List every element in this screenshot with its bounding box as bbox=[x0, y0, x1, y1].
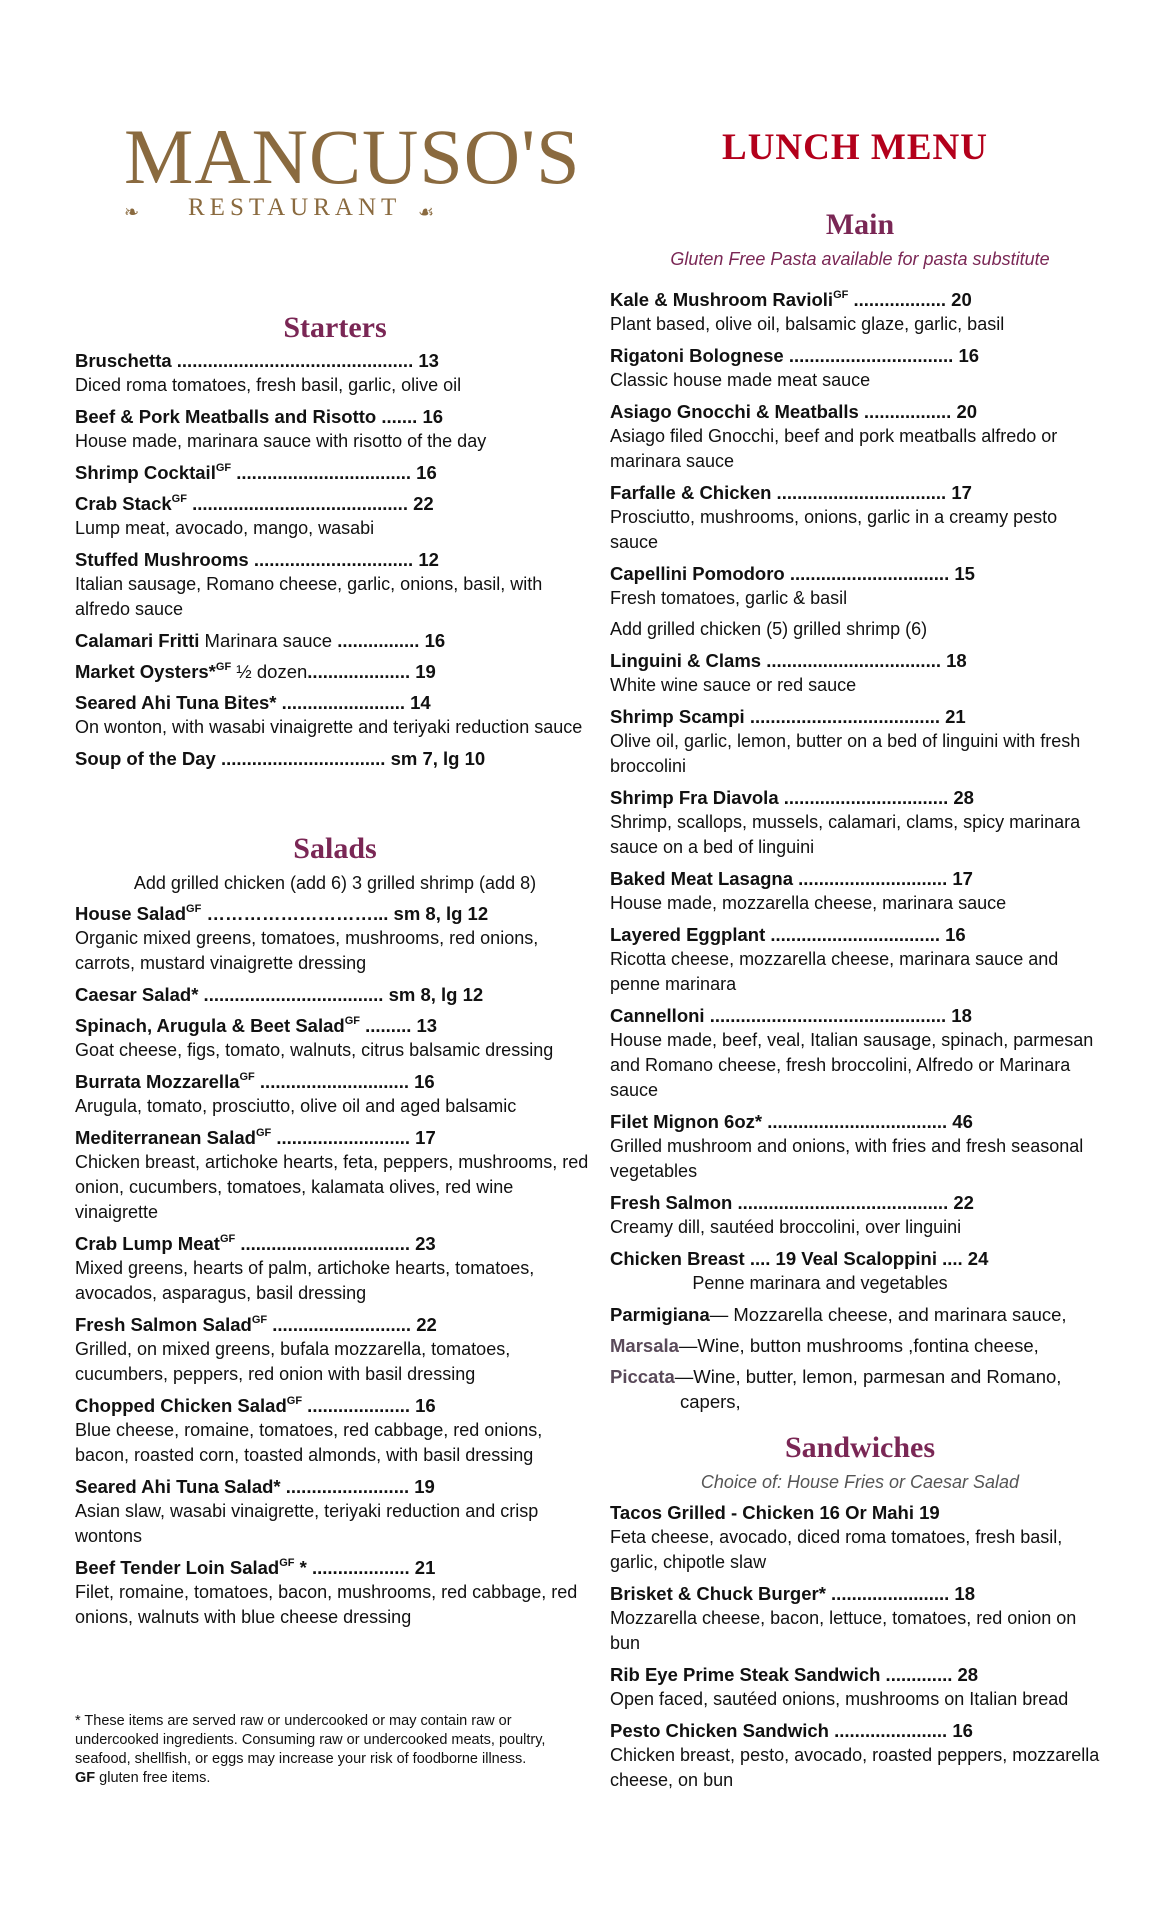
menu-item-name-line bbox=[75, 1231, 595, 1256]
menu-item-description: White wine sauce or red sauce bbox=[610, 675, 857, 695]
menu-item-rest: Marinara sauce bbox=[199, 630, 333, 651]
menu-item-name: Seared Ahi Tuna Salad* ........................ bbox=[75, 1476, 410, 1497]
menu-item-description: Plant based, olive oil, balsamic glaze, garlic, basil bbox=[610, 314, 1005, 334]
menu-item-name-line bbox=[75, 690, 595, 715]
menu-item-price: 22 bbox=[416, 1314, 437, 1335]
menu-item-description: Open faced, sautéed onions, mushrooms on Italian bread bbox=[610, 1689, 1069, 1709]
menu-item-dots: .................................. bbox=[231, 462, 412, 483]
menu-item bbox=[610, 1662, 1110, 1712]
footnote-gf: GF bbox=[75, 1770, 96, 1786]
menu-item-price: 16 bbox=[416, 462, 437, 483]
menu-item-price: 20 bbox=[951, 289, 972, 310]
menu-item-name: Shrimp Fra Diavola ................................ bbox=[610, 787, 949, 808]
menu-item bbox=[610, 1500, 1110, 1575]
style-description: — Mozzarella cheese, and marinara sauce, bbox=[709, 1304, 1067, 1325]
menu-item-name: Burrata Mozzarella bbox=[75, 1071, 240, 1092]
menu-item-name-line bbox=[75, 491, 595, 516]
menu-item-name-line bbox=[610, 561, 1110, 586]
menu-item-name: Crab Stack bbox=[75, 493, 172, 514]
menu-item bbox=[75, 982, 595, 1007]
menu-item-description: Blue cheese, romaine, tomatoes, red cabbage, red onions, bacon, roasted corn, toasted almonds, with basil dressing bbox=[75, 1420, 543, 1465]
menu-item-name: Seared Ahi Tuna Bites* ........................ bbox=[75, 692, 405, 713]
menu-item-name-line bbox=[75, 1555, 595, 1580]
menu-item-name-line bbox=[610, 1190, 1110, 1215]
page-title: LUNCH MENU bbox=[722, 127, 988, 168]
menu-item-name: Spinach, Arugula & Beet Salad bbox=[75, 1015, 345, 1036]
menu-item-name-line bbox=[75, 659, 595, 684]
menu-item bbox=[75, 1555, 595, 1630]
menu-item-name-line bbox=[610, 1003, 1110, 1028]
salads-heading: Salads bbox=[293, 832, 377, 865]
menu-item bbox=[610, 1581, 1110, 1656]
menu-item-price: 46 bbox=[952, 1111, 973, 1132]
menu-item bbox=[610, 399, 1110, 474]
menu-item-sup: GF bbox=[255, 1127, 272, 1139]
menu-item-dots: ............................. bbox=[254, 1071, 409, 1092]
style-name: Piccata bbox=[610, 1366, 675, 1387]
menu-item-sup: GF bbox=[215, 661, 232, 673]
menu-item-dots: .................... bbox=[302, 1395, 410, 1416]
menu-item-name: Crab Lump Meat bbox=[75, 1233, 220, 1254]
menu-item-sup: GF bbox=[219, 1233, 236, 1245]
menu-item-price: 12 bbox=[418, 549, 439, 570]
menu-item bbox=[75, 348, 595, 398]
menu-item-name-line bbox=[610, 1500, 1110, 1525]
preparation-style bbox=[610, 1364, 1110, 1389]
menu-item-description: Italian sausage, Romano cheese, garlic, onions, basil, with alfredo sauce bbox=[75, 574, 543, 619]
menu-item bbox=[610, 287, 1110, 337]
menu-item-dots: ………………………... bbox=[201, 903, 394, 924]
menu-item-description: Ricotta cheese, mozzarella cheese, marinara sauce and penne marinara bbox=[610, 949, 1059, 994]
menu-item-price: 13 bbox=[418, 350, 439, 371]
menu-item-price: 28 bbox=[957, 1664, 979, 1685]
menu-item-description: Asian slaw, wasabi vinaigrette, teriyaki reduction and crisp wontons bbox=[75, 1501, 539, 1546]
menu-item-sup: GF bbox=[215, 462, 232, 474]
menu-item-price: 19 bbox=[415, 661, 436, 682]
menu-item-price: sm 8, lg 12 bbox=[388, 984, 484, 1005]
menu-item-name: Beef Tender Loin Salad bbox=[75, 1557, 280, 1578]
menu-item-name: Fresh Salmon ......................................... bbox=[610, 1192, 949, 1213]
menu-item-price: 22 bbox=[953, 1192, 974, 1213]
menu-item-price: sm 8, lg 12 bbox=[393, 903, 489, 924]
menu-item-name: Kale & Mushroom Ravioli bbox=[610, 289, 834, 310]
menu-item bbox=[610, 343, 1110, 393]
menu-item-dots: .................... bbox=[307, 661, 411, 682]
menu-item-description: On wonton, with wasabi vinaigrette and teriyaki reduction sauce bbox=[75, 717, 583, 737]
main-list bbox=[610, 287, 1110, 1240]
right-column bbox=[610, 205, 1110, 1799]
menu-item-description: Mixed greens, hearts of palm, artichoke hearts, tomatoes, avocados, asparagus, basil dressing bbox=[75, 1258, 535, 1303]
menu-item bbox=[610, 1718, 1110, 1793]
footnote-gf-text: gluten free items. bbox=[95, 1770, 211, 1786]
menu-item-sup: GF bbox=[251, 1314, 268, 1326]
menu-item-name-line bbox=[75, 1069, 595, 1094]
menu-item-price: 16 bbox=[424, 630, 446, 651]
menu-item-price: 13 bbox=[416, 1015, 438, 1036]
menu-item-sup: GF bbox=[186, 903, 202, 915]
menu-item-description: Feta cheese, avocado, diced roma tomatoes, fresh basil, garlic, chipotle slaw bbox=[610, 1527, 1063, 1572]
menu-item bbox=[610, 704, 1110, 779]
menu-item-description: Asiago filed Gnocchi, beef and pork meatballs alfredo or marinara sauce bbox=[610, 426, 1058, 471]
menu-item-name: Asiago Gnocchi & Meatballs ................. bbox=[610, 401, 952, 422]
menu-item bbox=[610, 1190, 1110, 1240]
style-description: —Wine, button mushrooms ,fontina cheese, bbox=[678, 1335, 1039, 1356]
menu-item-name: Capellini Pomodoro ............................... bbox=[610, 563, 950, 584]
chicken-veal-title: Chicken Breast .... 19 Veal Scaloppini .... 24 bbox=[610, 1248, 989, 1269]
menu-item-dots: .......................................... bbox=[186, 493, 408, 514]
menu-item bbox=[75, 1125, 595, 1225]
chicken-veal-sub: Penne marinara and vegetables bbox=[692, 1273, 948, 1293]
menu-item bbox=[610, 480, 1110, 555]
menu-item-name-line bbox=[75, 1013, 595, 1038]
menu-item-price: 16 bbox=[415, 1395, 436, 1416]
menu-item-description: Shrimp, scallops, mussels, calamari, clams, spicy marinara sauce on a bed of linguini bbox=[610, 812, 1081, 857]
menu-item bbox=[75, 547, 595, 622]
menu-item-name-line bbox=[75, 1125, 595, 1150]
menu-item-sup: GF bbox=[833, 289, 849, 301]
menu-item-name: Shrimp Cocktail bbox=[75, 462, 216, 483]
menu-item bbox=[75, 1069, 595, 1119]
menu-item-description: Grilled, on mixed greens, bufala mozzarella, tomatoes, cucumbers, peppers, red onion with basil dressing bbox=[75, 1339, 511, 1384]
chicken-veal bbox=[610, 1246, 1110, 1296]
menu-item bbox=[75, 491, 595, 541]
menu-item-price: 18 bbox=[951, 1005, 972, 1026]
menu-item-name: Tacos Grilled - Chicken 16 Or Mahi 19 bbox=[610, 1502, 940, 1523]
left-column bbox=[75, 308, 595, 1636]
menu-item-name-line bbox=[75, 404, 595, 429]
menu-item-dots: ......... bbox=[359, 1015, 412, 1036]
menu-item-description: Chicken breast, artichoke hearts, feta, peppers, mushrooms, red onion, cucumbers, tomatoes, kalamata olives, red wine vinaigrette bbox=[75, 1152, 589, 1222]
menu-item-description: Mozzarella cheese, bacon, lettuce, tomatoes, red onion on bun bbox=[610, 1608, 1077, 1653]
menu-item-description: Chicken breast, pesto, avocado, roasted peppers, mozzarella cheese, on bun bbox=[610, 1745, 1100, 1790]
menu-item bbox=[610, 922, 1110, 997]
menu-item-price: 23 bbox=[415, 1233, 436, 1254]
sandwiches-list bbox=[610, 1500, 1110, 1793]
menu-item-name: Layered Eggplant ................................. bbox=[610, 924, 940, 945]
menu-item-price: 18 bbox=[954, 1583, 975, 1604]
menu-item-name: Beef & Pork Meatballs and Risotto ....... bbox=[75, 406, 418, 427]
restaurant-logo bbox=[118, 112, 581, 227]
menu-item-price: 14 bbox=[410, 692, 431, 713]
menu-item-name-line bbox=[610, 704, 1110, 729]
menu-item bbox=[610, 561, 1110, 611]
menu-item-dots: ........................... bbox=[267, 1314, 412, 1335]
menu-item-price: 16 bbox=[422, 406, 444, 427]
menu-item bbox=[75, 659, 595, 684]
starters-list bbox=[75, 348, 595, 771]
ornament-right-icon: ☙ bbox=[418, 202, 435, 222]
menu-item bbox=[75, 1231, 595, 1306]
menu-item bbox=[610, 1003, 1110, 1103]
menu-item-name: Brisket & Chuck Burger* ....................... bbox=[610, 1583, 950, 1604]
menu-item-description: House made, marinara sauce with risotto of the day bbox=[75, 431, 487, 451]
menu-item bbox=[610, 866, 1110, 916]
menu-item-sup: GF bbox=[344, 1015, 360, 1027]
menu-item-price: 17 bbox=[952, 868, 973, 889]
menu-item-price: 21 bbox=[945, 706, 966, 727]
preparation-styles bbox=[610, 1302, 1110, 1389]
menu-item-price: 21 bbox=[414, 1557, 436, 1578]
menu-item-name: Cannelloni .............................................. bbox=[610, 1005, 947, 1026]
menu-item-rest: ½ dozen bbox=[231, 661, 308, 682]
main-subtitle: Gluten Free Pasta available for pasta substitute bbox=[670, 249, 1050, 269]
menu-item-name-line bbox=[610, 399, 1110, 424]
menu-item bbox=[75, 628, 595, 653]
menu-item bbox=[75, 460, 595, 485]
menu-item-name: Baked Meat Lasagna ............................. bbox=[610, 868, 948, 889]
menu-item-price: 18 bbox=[946, 650, 967, 671]
menu-item-name-line bbox=[75, 982, 595, 1007]
sandwiches-heading: Sandwiches bbox=[784, 1431, 936, 1464]
menu-item-price: 16 bbox=[414, 1071, 435, 1092]
menu-item-name-line bbox=[75, 460, 595, 485]
menu-item-sup: GF bbox=[171, 493, 187, 505]
menu-item bbox=[610, 1109, 1110, 1184]
menu-item-price: 17 bbox=[951, 482, 972, 503]
menu-item-name: Rigatoni Bolognese ................................ bbox=[610, 345, 954, 366]
menu-item-name-line bbox=[75, 628, 595, 653]
menu-item-name: Chopped Chicken Salad bbox=[75, 1395, 287, 1416]
menu-item-description: Prosciutto, mushrooms, onions, garlic in a creamy pesto sauce bbox=[610, 507, 1058, 552]
menu-item bbox=[610, 785, 1110, 860]
logo-name: MANCUSO'S bbox=[124, 113, 581, 200]
menu-item-price: 15 bbox=[954, 563, 975, 584]
menu-item bbox=[610, 648, 1110, 698]
menu-item-name-line bbox=[610, 287, 1110, 312]
menu-item-name-line bbox=[610, 1718, 1110, 1743]
menu-item-price: 17 bbox=[415, 1127, 436, 1148]
menu-item-name: Mediterranean Salad bbox=[75, 1127, 256, 1148]
menu-item-name-line bbox=[75, 901, 595, 926]
menu-item-name: Soup of the Day ................................ bbox=[75, 748, 386, 769]
menu-item-price: 16 bbox=[952, 1720, 973, 1741]
menu-item-price: 22 bbox=[413, 493, 434, 514]
menu-item-name: Farfalle & Chicken ................................. bbox=[610, 482, 947, 503]
menu-item-description: Creamy dill, sautéed broccolini, over linguini bbox=[610, 1217, 962, 1237]
menu-item-name: Stuffed Mushrooms ............................... bbox=[75, 549, 414, 570]
menu-item bbox=[75, 1393, 595, 1468]
style-name: Marsala bbox=[610, 1335, 679, 1356]
menu-item-description: Diced roma tomatoes, fresh basil, garlic, olive oil bbox=[75, 375, 462, 395]
menu-item-name: Filet Mignon 6oz* ................................... bbox=[610, 1111, 948, 1132]
menu-item-dots: .................. bbox=[848, 289, 947, 310]
sandwiches-subtitle: Choice of: House Fries or Caesar Salad bbox=[700, 1472, 1020, 1492]
menu-item-name: Linguini & Clams .................................. bbox=[610, 650, 941, 671]
menu-item bbox=[75, 1474, 595, 1549]
menu-item-name-line bbox=[610, 1109, 1110, 1134]
menu-item-description: Arugula, tomato, prosciutto, olive oil and aged balsamic bbox=[75, 1096, 517, 1116]
menu-item-description: House made, mozzarella cheese, marinara sauce bbox=[610, 893, 1007, 913]
menu-item-name-line bbox=[75, 348, 595, 373]
starters-heading: Starters bbox=[283, 311, 387, 344]
menu-item-name: Caesar Salad* ................................... bbox=[75, 984, 384, 1005]
menu-item-price: 16 bbox=[945, 924, 966, 945]
menu-item-description: Classic house made meat sauce bbox=[610, 370, 871, 390]
menu-item-dots: ................ bbox=[332, 630, 420, 651]
menu-item-price: 16 bbox=[958, 345, 980, 366]
menu-item-sup: GF bbox=[286, 1395, 303, 1407]
main-heading: Main bbox=[825, 208, 895, 241]
menu-item-name: Calamari Fritti bbox=[75, 630, 200, 651]
menu-item-sup: GF bbox=[279, 1557, 295, 1569]
menu-item bbox=[75, 1013, 595, 1063]
menu-item-description: Olive oil, garlic, lemon, butter on a bed of linguini with fresh broccolini bbox=[610, 731, 1081, 776]
menu-item-name-line bbox=[75, 746, 595, 771]
ornament-left-icon: ❧ bbox=[124, 202, 140, 222]
menu-item-name-line bbox=[75, 1393, 595, 1418]
menu-item bbox=[75, 901, 595, 976]
menu-item-dots: .......................... bbox=[271, 1127, 411, 1148]
menu-item-description: Add grilled chicken (5) grilled shrimp (6) bbox=[610, 619, 928, 639]
menu-item-description: House made, beef, veal, Italian sausage, spinach, parmesan and Romano cheese, fresh broccolini, Alfredo or Marinara sauce bbox=[610, 1030, 1094, 1100]
preparation-style bbox=[610, 1333, 1110, 1358]
menu-item-name-line bbox=[610, 1662, 1110, 1687]
menu-item-description: Goat cheese, figs, tomato, walnuts, citrus balsamic dressing bbox=[75, 1040, 554, 1060]
style-name: Parmigiana bbox=[610, 1304, 710, 1325]
menu-item-sup: GF bbox=[239, 1071, 255, 1083]
logo-subtitle: RESTAURANT bbox=[188, 194, 402, 221]
salads-subtitle: Add grilled chicken (add 6) 3 grilled shrimp (add 8) bbox=[133, 873, 537, 893]
menu-item-name-line bbox=[610, 343, 1110, 368]
menu-item-name-line bbox=[75, 1312, 595, 1337]
menu-item-name-line bbox=[75, 547, 595, 572]
menu-item-dots: * ................... bbox=[294, 1557, 410, 1578]
menu-item-name: Rib Eye Prime Steak Sandwich ............. bbox=[610, 1664, 953, 1685]
menu-item-price: 20 bbox=[956, 401, 978, 422]
menu-item-name: House Salad bbox=[75, 903, 187, 924]
menu-item-price: 28 bbox=[953, 787, 974, 808]
menu-item-description: Fresh tomatoes, garlic & basil bbox=[610, 588, 848, 608]
menu-item-description: Lump meat, avocado, mango, wasabi bbox=[75, 518, 375, 538]
menu-item-name-line bbox=[610, 922, 1110, 947]
menu-item bbox=[75, 690, 595, 740]
footnote bbox=[75, 1712, 595, 1788]
menu-item-name: Market Oysters* bbox=[75, 661, 216, 682]
salads-list bbox=[75, 901, 595, 1630]
menu-item-name: Fresh Salmon Salad bbox=[75, 1314, 252, 1335]
menu-item-name-line bbox=[610, 866, 1110, 891]
menu-item-price: 19 bbox=[414, 1476, 435, 1497]
menu-item-name-line bbox=[610, 480, 1110, 505]
menu-item-name: Shrimp Scampi ..................................... bbox=[610, 706, 940, 727]
menu-item bbox=[75, 746, 595, 771]
menu-item-price: sm 7, lg 10 bbox=[390, 748, 486, 769]
menu-item-description: Grilled mushroom and onions, with fries and fresh seasonal vegetables bbox=[610, 1136, 1084, 1181]
menu-item bbox=[610, 617, 1110, 642]
menu-item bbox=[75, 1312, 595, 1387]
menu-item-name: Pesto Chicken Sandwich ...................... bbox=[610, 1720, 948, 1741]
menu-item bbox=[75, 404, 595, 454]
menu-item-dots: ................................. bbox=[235, 1233, 410, 1254]
style-description: —Wine, butter, lemon, parmesan and Romano, bbox=[674, 1366, 1062, 1387]
menu-item-name-line bbox=[75, 1474, 595, 1499]
menu-item-name: Bruschetta .............................................. bbox=[75, 350, 414, 371]
menu-item-name-line bbox=[610, 648, 1110, 673]
menu-item-name-line bbox=[610, 1581, 1110, 1606]
menu-item-description: Organic mixed greens, tomatoes, mushrooms, red onions, carrots, mustard vinaigrette dressing bbox=[75, 928, 539, 973]
footnote-text: * These items are served raw or undercooked or may contain raw or undercooked ingredients. Consuming raw or undercooked meats, poultry, seafood, shellfish, or eggs may increase your risk of foodborne illness. bbox=[75, 1713, 546, 1767]
preparation-style bbox=[610, 1302, 1110, 1327]
capers-line: capers, bbox=[680, 1391, 741, 1412]
menu-item-description: Filet, romaine, tomatoes, bacon, mushrooms, red cabbage, red onions, walnuts with blue cheese dressing bbox=[75, 1582, 578, 1627]
menu-item-name-line bbox=[610, 785, 1110, 810]
